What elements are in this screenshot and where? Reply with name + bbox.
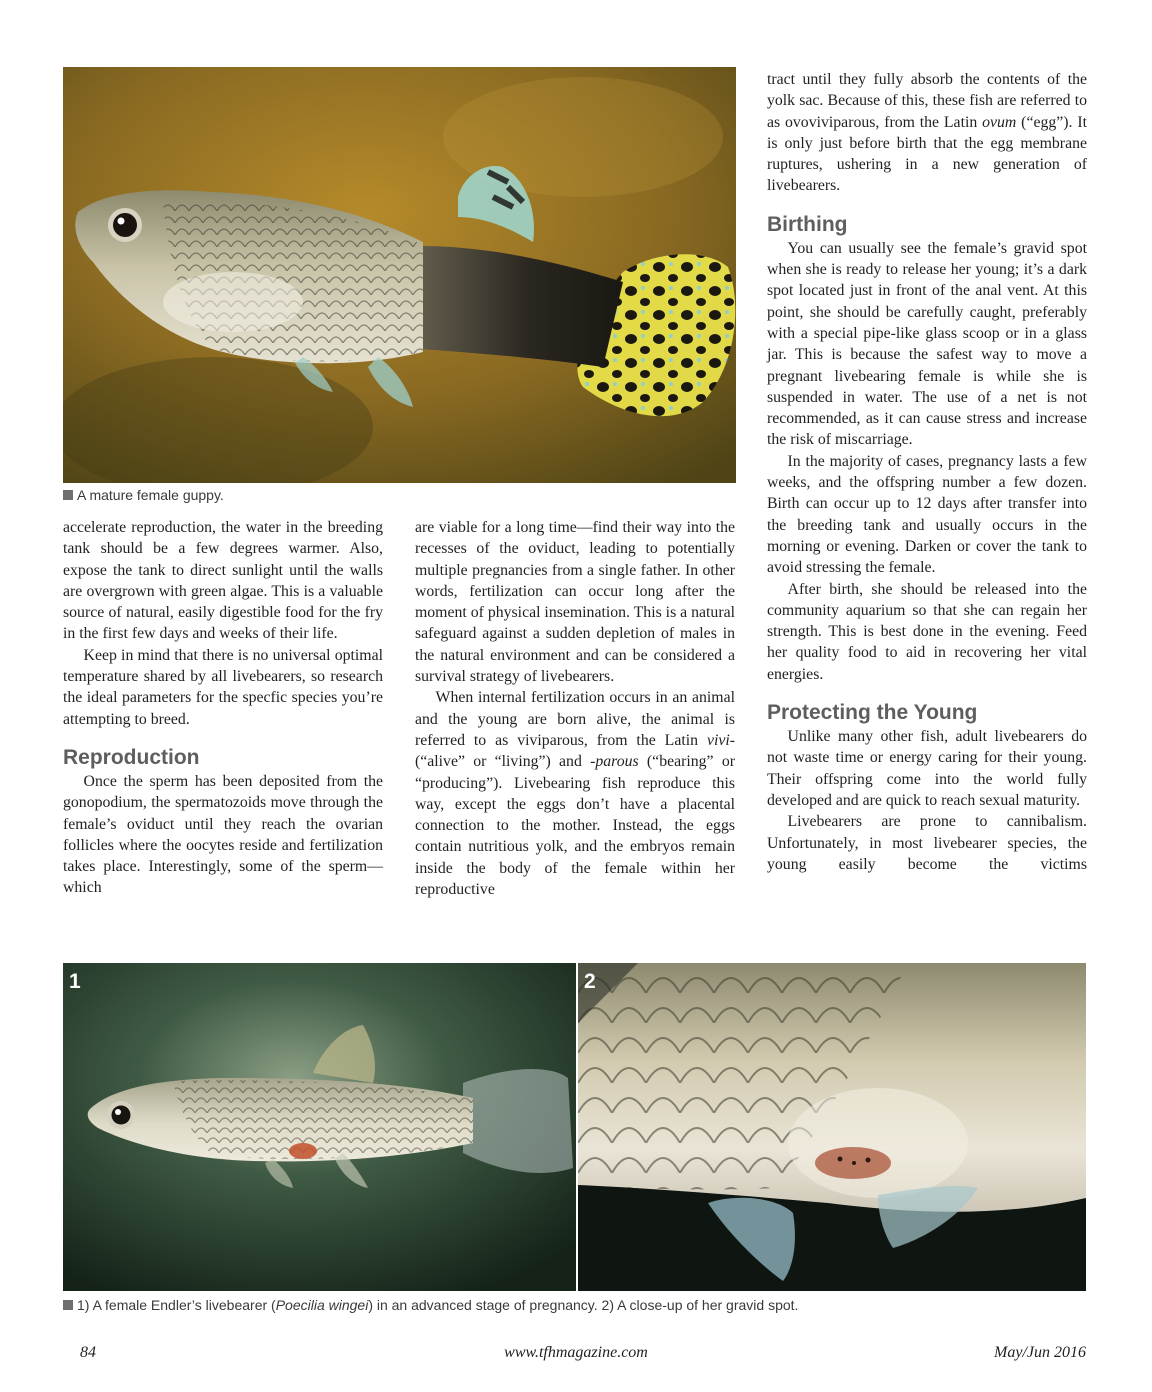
col2-paragraph-2 <box>415 687 735 900</box>
magazine-website: www.tfhmagazine.com <box>504 1344 648 1361</box>
photo-label-2: 2 <box>584 970 596 993</box>
heading-reproduction: Reproduction <box>63 745 200 769</box>
col3-paragraph-5: Unlike many other fish, adult livebearers do not waste time or energy caring for their young. Their offspring come into the world fully developed and are quick to reach sexual maturity. <box>767 728 1087 809</box>
heading-protecting-the-young: Protecting the Young <box>767 701 978 725</box>
bottom-caption-species-name: Poecilia wingei <box>275 1297 369 1313</box>
text-column-2 <box>415 517 735 900</box>
col3-paragraph-6: Livebearers are prone to cannibalism. Unfortunately, in most livebearer species, the young easily become the victims <box>767 813 1087 873</box>
caption-bullet-square <box>63 1300 73 1310</box>
col1-paragraph-2: Keep in mind that there is no universal optimal temperature shared by all livebearers, so research the ideal parameters for the specfic species you’re attempting to breed. <box>63 646 383 728</box>
bottom-caption-text-a: 1) A female Endler’s livebearer ( <box>77 1297 276 1313</box>
photo-label-1: 1 <box>69 970 81 993</box>
col3-paragraph-4: After birth, she should be released into the community aquarium so that she can regain her strength. This is best done in the evening. Feed her quality food to aid in recovering her vital energies. <box>767 580 1087 683</box>
caption-bullet-square <box>63 490 73 500</box>
col2-paragraph-1: are viable for a long time—find their way into the recesses of the oviduct, leading to potentially multiple pregnancies from a single father. In other words, fertilization can occur long after the moment of physical insemination. This is a natural safeguard against a sudden depletion of males in the natural environment and can be considered a survival strategy of livebearers. <box>415 519 735 686</box>
bottom-caption-text-b: ) in an advanced stage of pregnancy. 2) A close-up of her gravid spot. <box>368 1297 799 1313</box>
endlers-livebearer-illustration <box>63 963 576 1291</box>
text-column-1 <box>63 517 383 899</box>
col3-paragraph-1 <box>767 69 1087 197</box>
female-guppy-photo <box>63 67 736 483</box>
text-column-3 <box>767 69 1087 875</box>
top-photo-caption-text: A mature female guppy. <box>77 487 224 503</box>
top-photo-caption <box>63 487 224 503</box>
latin-term-ovum: ovum <box>982 113 1017 131</box>
bottom-photos-caption <box>63 1297 798 1313</box>
issue-date: May/Jun 2016 <box>994 1344 1086 1361</box>
col3-p1-text-a: tract until they fully absorb the contents of the yolk sac. Because of this, these fish are referred to as ovoviviparous, from the Latin <box>767 71 1087 131</box>
endlers-livebearer-photo <box>63 963 576 1291</box>
col3-paragraph-3: In the majority of cases, pregnancy lasts a few weeks, and the offspring number a few dozen. Birth can occur up to 12 days after transfer into the breeding tank and usually occurs in the morning or evening. Darken or cover the tank to avoid stressing the female. <box>767 452 1087 577</box>
col2-p2-text-b: (“alive” or “living”) and <box>415 753 591 771</box>
col1-paragraph-1: accelerate reproduction, the water in the breeding tank should be a few degrees warmer. Also, expose the tank to direct sunlight until the walls are overgrown with green algae. This is a valuable source of natural, easily digestible food for the fry in the first few days and weeks of their life. <box>63 519 383 643</box>
col3-p1-text-b: (“egg”). It is only just before birth that the egg membrane ruptures, ushering in a new generation of livebearers. <box>767 113 1087 195</box>
female-guppy-illustration <box>63 67 736 483</box>
latin-term-vivi: vivi- <box>706 731 735 749</box>
col1-paragraph-3: Once the sperm has been deposited from the gonopodium, the spermatozoids move through the female’s oviduct until they reach the ovarian follicles where the oocytes reside and fertilization takes place. Interestingly, some of the sperm—which <box>63 772 383 897</box>
page-number: 84 <box>80 1344 96 1361</box>
heading-birthing: Birthing <box>767 212 848 236</box>
gravid-spot-closeup-illustration <box>578 963 1086 1291</box>
latin-term-parous: -parous <box>590 753 639 771</box>
col3-paragraph-2: You can usually see the female’s gravid spot when she is ready to release her young; it’s a dark spot located just in front of the anal vent. At this point, she should be carefully caught, preferably with a special pipe-like glass scoop or in a glass jar. This is because the safest way to move a pregnant livebearing female is while she is suspended in water. The use of a net is not recommended, as it can cause stress and increase the risk of miscarriage. <box>767 239 1087 449</box>
col2-p2-text-c: (“bearing” or “producing”). Livebearing fish reproduce this way, except the eggs don’t have a placental connection to the mother. Instead, the eggs contain nutritious yolk, and the embryos remain inside the body of the female within her reproductive <box>415 753 735 899</box>
col2-p2-text-a: When internal fertilization occurs in an animal and the young are born alive, the animal is referred to as viviparous, from the Latin <box>415 689 735 749</box>
gravid-spot-closeup-photo <box>578 963 1086 1291</box>
